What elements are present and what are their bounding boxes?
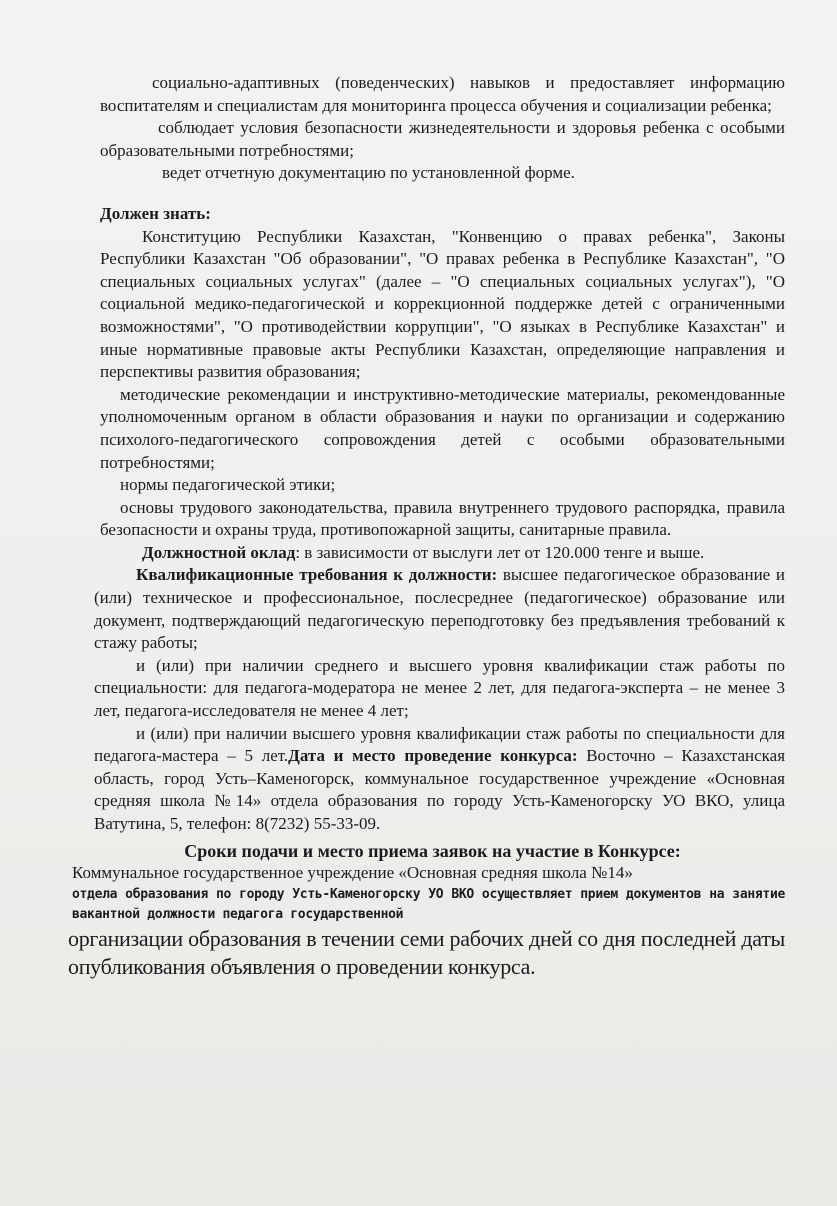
paragraph-methodical: методические рекомендации и инструктивно-методические материалы, рекомендованные уполномоченным органом в области образования и науки по организации и содержанию психолого-педагогического сопровождения детей с особыми образовательными потребностями; <box>100 384 785 472</box>
paragraph-salary <box>100 542 785 565</box>
must-know-heading: Должен знать: <box>100 203 211 223</box>
salary-text: : в зависимости от выслуги лет от 120.000 тенге и выше. <box>295 542 705 562</box>
paragraph-labor-law: основы трудового законодательства, правила внутреннего трудового распорядка, правила безопасности и охраны труда, противопожарной защиты, санитарные правила. <box>100 497 785 540</box>
place-text: Восточно – Казахстанская область, город Усть–Каменогорск, коммунальное государственное учреждение «Основная средняя школа №14» отдела образования по городу Усть-Каменогорску УО ВКО, улица Ватутина, 5, телефон: 8(7232) 55-33-09. <box>94 746 786 833</box>
qualification-text: высшее педагогическое образование и (или) техническое и профессиональное, послесреднее (педагогическое) образование или документ, подтверждающий педагогическую переподготовку без предъявления требований к стажу работы; <box>94 565 785 653</box>
salary-label: Должностной оклад <box>142 542 296 562</box>
master-text: и (или) при наличии высшего уровня квалификации стаж работы по специальности для педагога-мастера – 5 лет. <box>94 723 785 766</box>
deadline-heading: Сроки подачи и место приема заявок на участие в Конкурсе: <box>184 840 681 861</box>
paragraph-acceptance: отдела образования по городу Усть-Каменогорску УО ВКО осуществляет прием документов на занятие вакантной должности педагога государственной <box>72 886 785 922</box>
paragraph-ethics: нормы педагогической этики; <box>120 475 336 495</box>
paragraph-qualification <box>94 564 785 654</box>
paragraph-master-and-place <box>94 723 785 836</box>
paragraph-organization: Коммунальное государственное учреждение «Основная средняя школа №14» <box>72 863 633 883</box>
place-label: Дата и место проведение конкурса: <box>288 746 578 766</box>
paragraph-documentation: ведет отчетную документацию по установленной форме. <box>162 163 575 183</box>
qualification-label: Квалификационные требования к должности: <box>136 565 498 585</box>
paragraph-experience: и (или) при наличии среднего и высшего уровня квалификации стаж работы по специальности: для педагога-модератора не менее 2 лет, для педагога-эксперта – не менее 3 лет, педагога-исследователя не менее 4 лет; <box>94 655 785 721</box>
paragraph-laws: Конституцию Республики Казахстан, "Конвенцию о правах ребенка", Законы Республики Казахстан "Об образовании", "О правах ребенка в Республике Казахстан", "О специальных социальных услугах" (далее – "О специальных социальных услугах"), "О социальной медико-педагогической и коррекционной поддержке детей с ограниченными возможностями", "О противодействии коррупции", "О языках в Республике Казахстан" и иные нормативные правовые акты Республики Казахстан, определяющие направления и перспективы развития образования; <box>100 226 785 382</box>
paragraph-duties-end: социально-адаптивных (поведенческих) навыков и предоставляет информацию воспитателям и специалистам для мониторинга процесса обучения и социализации ребенка; <box>100 73 785 115</box>
paragraph-safety: соблюдает условия безопасности жизнедеятельности и здоровья ребенка с особыми образовательными потребностями; <box>100 118 785 160</box>
paragraph-term: организации образования в течении семи рабочих дней со дня последней даты опубликования объявления о проведении конкурса. <box>68 925 785 979</box>
